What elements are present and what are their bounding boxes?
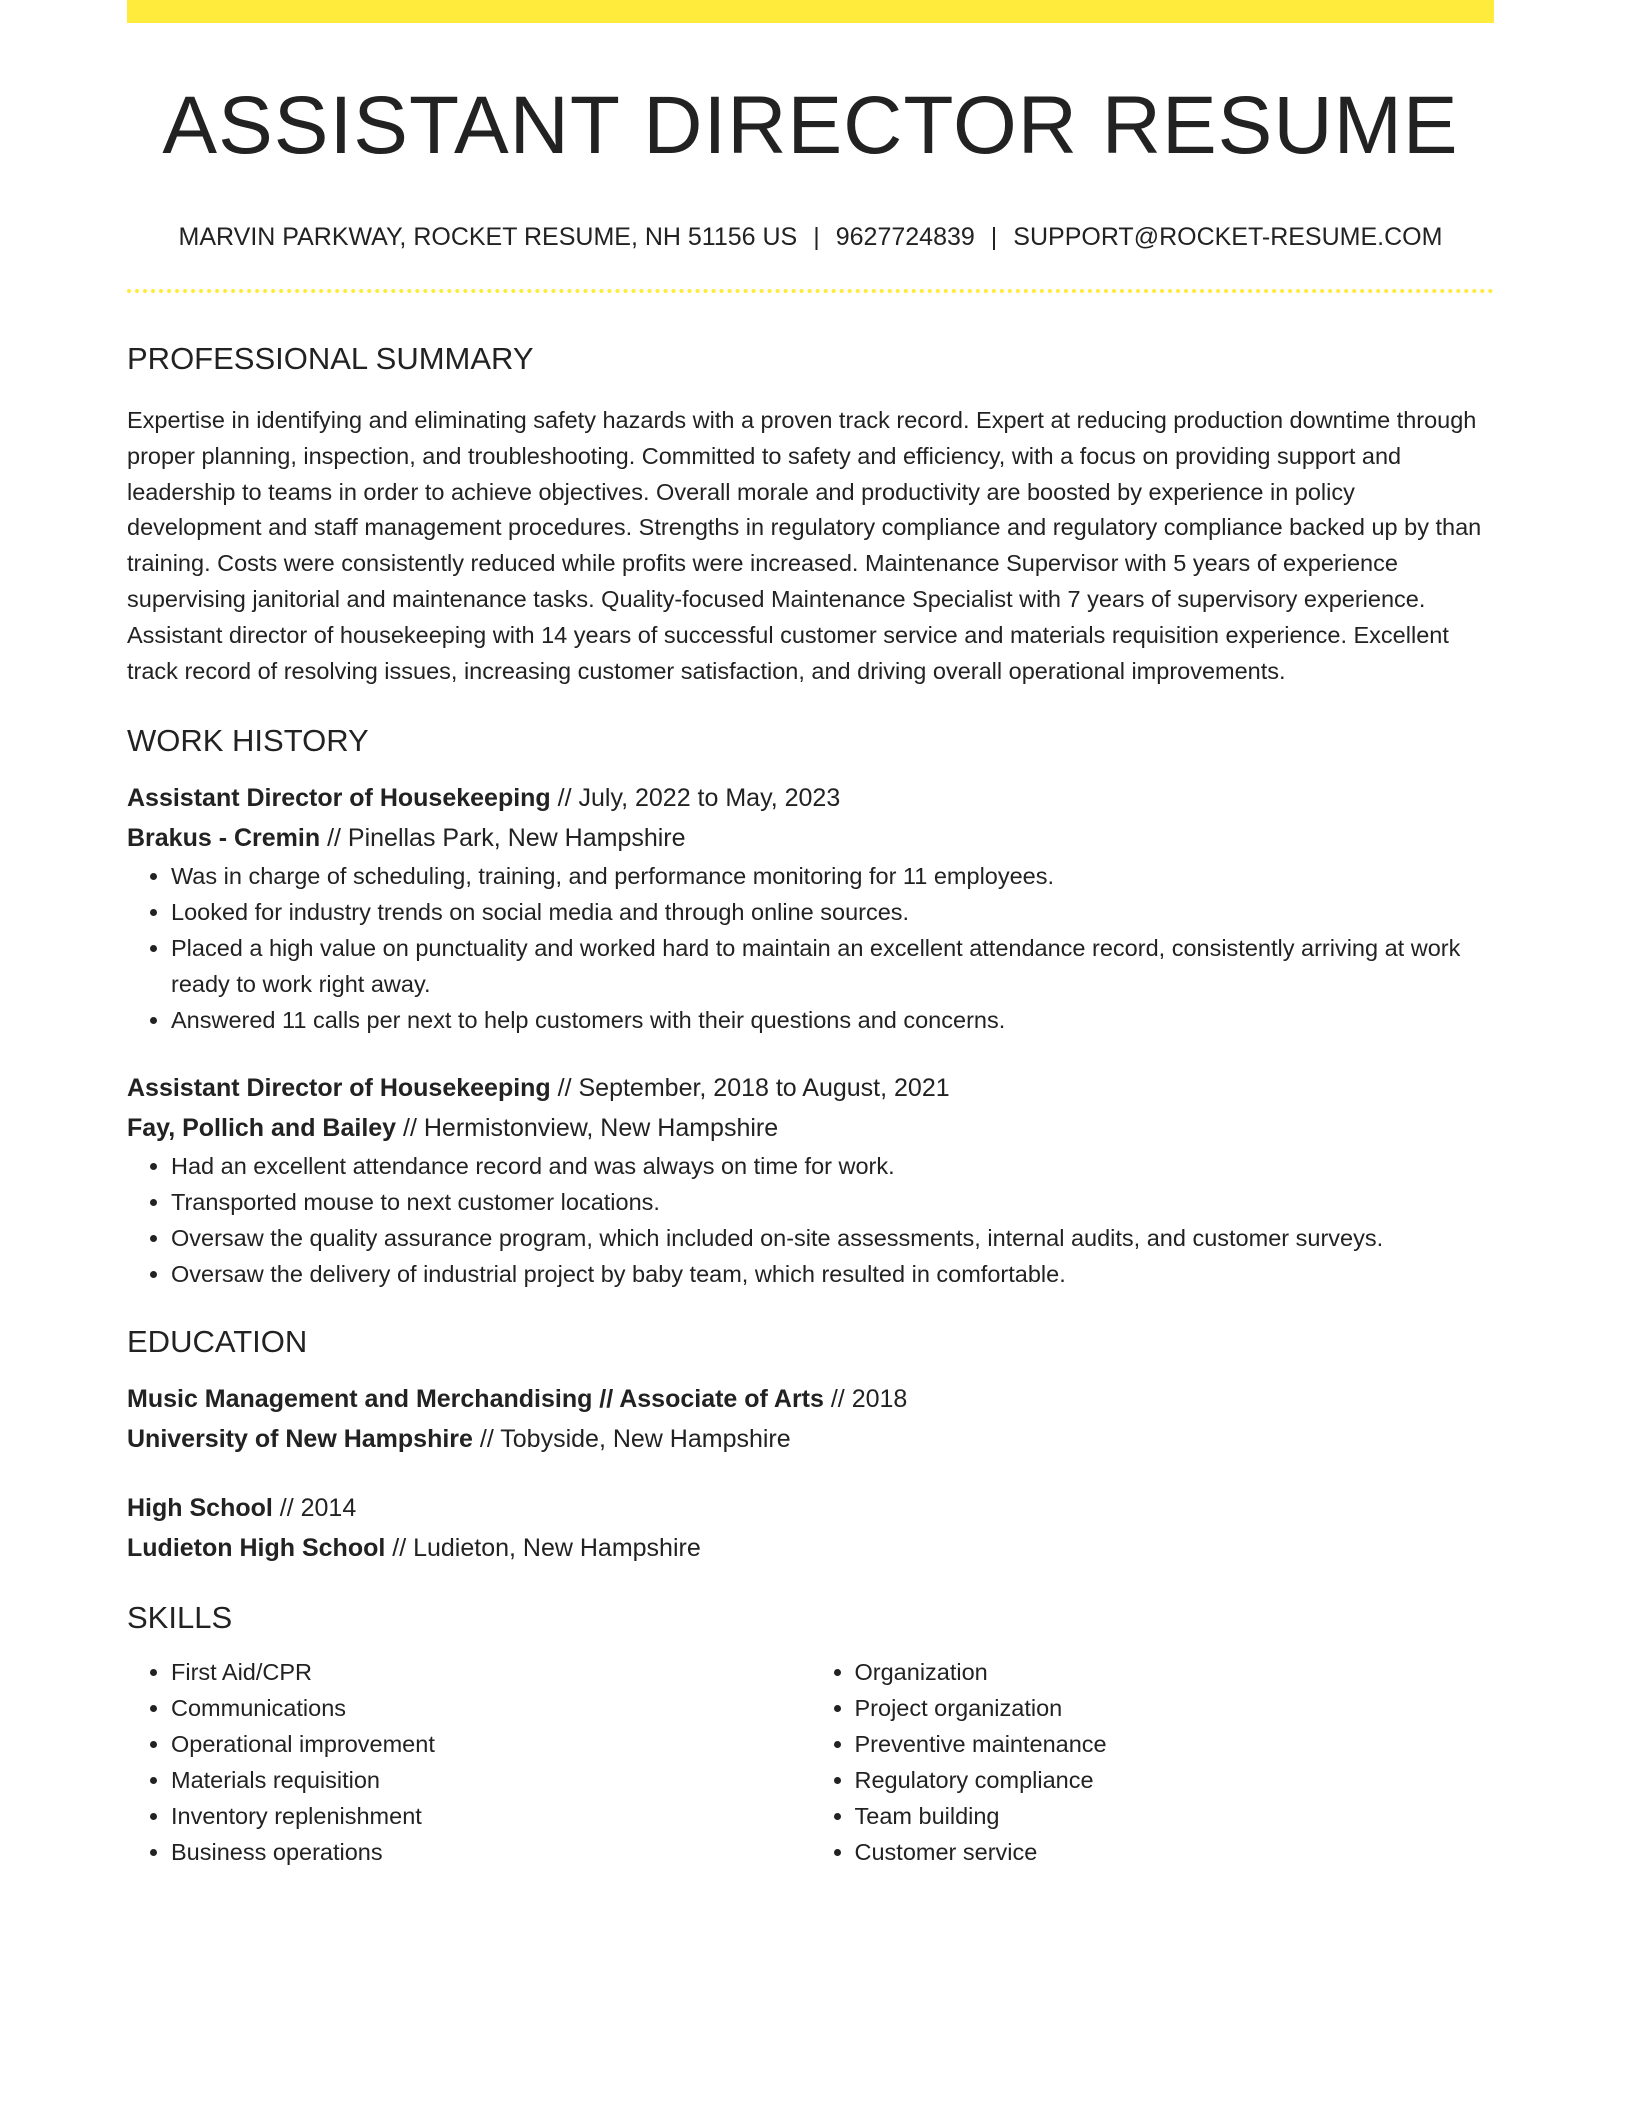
job-bullet: • Oversaw the delivery of industrial project by baby team, which resulted in comfortable. xyxy=(171,1256,1494,1292)
education-location: // Ludieton, New Hampshire xyxy=(385,1534,701,1563)
job-bullet: • Placed a high value on punctuality and worked hard to maintain an excellent attendance record, consistently arriving at work ready to work right away. xyxy=(171,930,1494,1002)
skill-item: • Customer service xyxy=(855,1834,1495,1870)
skill-item: • Operational improvement xyxy=(171,1726,811,1762)
dotted-divider xyxy=(127,289,1494,293)
contact-line xyxy=(127,225,1494,250)
work-history-heading: WORK HISTORY xyxy=(127,723,369,759)
skills-list-left xyxy=(127,1654,811,1870)
summary-text: Expertise in identifying and eliminating safety hazards with a proven track record. Expert at reducing production downtime through proper planning, inspection, and troubleshooting. Committed to safety and efficiency, with a focus on providing support and leadership to teams in order to achieve objectives. Overall morale and productivity are boosted by experience in policy development and staff management procedures. Strengths in regulatory compliance and regulatory compliance backed up by than training. Costs were consistently reduced while profits were increased. Maintenance Supervisor with 5 years of experience supervising janitorial and maintenance tasks. Quality-focused Maintenance Specialist with 7 years of supervisory experience. Assistant director of housekeeping with 14 years of successful customer service and materials requisition experience. Excellent track record of resolving issues, increasing customer satisfaction, and driving overall operational improvements. xyxy=(127,407,1482,684)
contact-address: MARVIN PARKWAY, ROCKET RESUME, NH 51156 US xyxy=(178,223,798,251)
education-heading: EDUCATION xyxy=(127,1324,308,1360)
job-title-line xyxy=(127,1068,1494,1108)
skill-item: • Inventory replenishment xyxy=(171,1798,811,1834)
job-bullet-list xyxy=(127,858,1494,1038)
education-degree: Music Management and Merchandising // Associate of Arts xyxy=(127,1385,824,1414)
job-bullet: • Oversaw the quality assurance program, which included on-site assessments, internal audits, and customer surveys. xyxy=(171,1220,1494,1256)
skill-item: • Project organization xyxy=(855,1690,1495,1726)
education-school: University of New Hampshire xyxy=(127,1425,473,1454)
education-year: // 2014 xyxy=(272,1494,357,1523)
skills-list-right xyxy=(811,1654,1495,1870)
education-degree-line xyxy=(127,1379,1494,1419)
resume-page xyxy=(127,0,1494,1870)
job-location: // Pinellas Park, New Hampshire xyxy=(320,824,686,853)
job-company: Brakus - Cremin xyxy=(127,824,321,853)
education-school-line xyxy=(127,1528,1494,1568)
job-bullet: • Was in charge of scheduling, training, and performance monitoring for 11 employees. xyxy=(171,858,1494,894)
job-role: Assistant Director of Housekeeping xyxy=(127,784,551,813)
job-company-line xyxy=(127,818,1494,858)
summary-heading: PROFESSIONAL SUMMARY xyxy=(127,341,534,376)
education-degree-line xyxy=(127,1488,1494,1528)
education-degree: High School xyxy=(127,1494,273,1523)
skill-item: • Materials requisition xyxy=(171,1762,811,1798)
education-year: // 2018 xyxy=(823,1385,908,1414)
skill-item: • Organization xyxy=(855,1654,1495,1690)
skill-item: • Regulatory compliance xyxy=(855,1762,1495,1798)
skills-columns xyxy=(127,1654,1494,1870)
job-company: Fay, Pollich and Bailey xyxy=(127,1114,397,1143)
accent-bar xyxy=(127,0,1494,23)
job-bullet: • Looked for industry trends on social media and through online sources. xyxy=(171,894,1494,930)
education-location: // Tobyside, New Hampshire xyxy=(472,1425,791,1454)
resume-title: ASSISTANT DIRECTOR RESUME xyxy=(162,80,1459,171)
skill-item: • Communications xyxy=(171,1690,811,1726)
contact-separator: | xyxy=(813,223,820,251)
job-dates: // July, 2022 to May, 2023 xyxy=(550,784,841,813)
skills-heading: SKILLS xyxy=(127,1600,233,1636)
job-title-line xyxy=(127,778,1494,818)
contact-phone: 9627724839 xyxy=(835,223,975,251)
education-school-line xyxy=(127,1419,1494,1459)
job-bullet: • Answered 11 calls per next to help customers with their questions and concerns. xyxy=(171,1002,1494,1038)
skill-item: • First Aid/CPR xyxy=(171,1654,811,1690)
job-bullet: • Had an excellent attendance record and was always on time for work. xyxy=(171,1148,1494,1184)
job-company-line xyxy=(127,1108,1494,1148)
contact-separator: | xyxy=(990,223,998,251)
job-bullet: • Transported mouse to next customer locations. xyxy=(171,1184,1494,1220)
job-role: Assistant Director of Housekeeping xyxy=(127,1074,551,1103)
skill-item: • Business operations xyxy=(171,1834,811,1870)
job-dates: // September, 2018 to August, 2021 xyxy=(550,1074,950,1103)
skill-item: • Team building xyxy=(855,1798,1495,1834)
job-bullet-list xyxy=(127,1148,1494,1292)
job-location: // Hermistonview, New Hampshire xyxy=(396,1114,779,1143)
skill-item: • Preventive maintenance xyxy=(855,1726,1495,1762)
education-school: Ludieton High School xyxy=(127,1534,386,1563)
contact-email: SUPPORT@ROCKET-RESUME.COM xyxy=(1013,223,1443,251)
